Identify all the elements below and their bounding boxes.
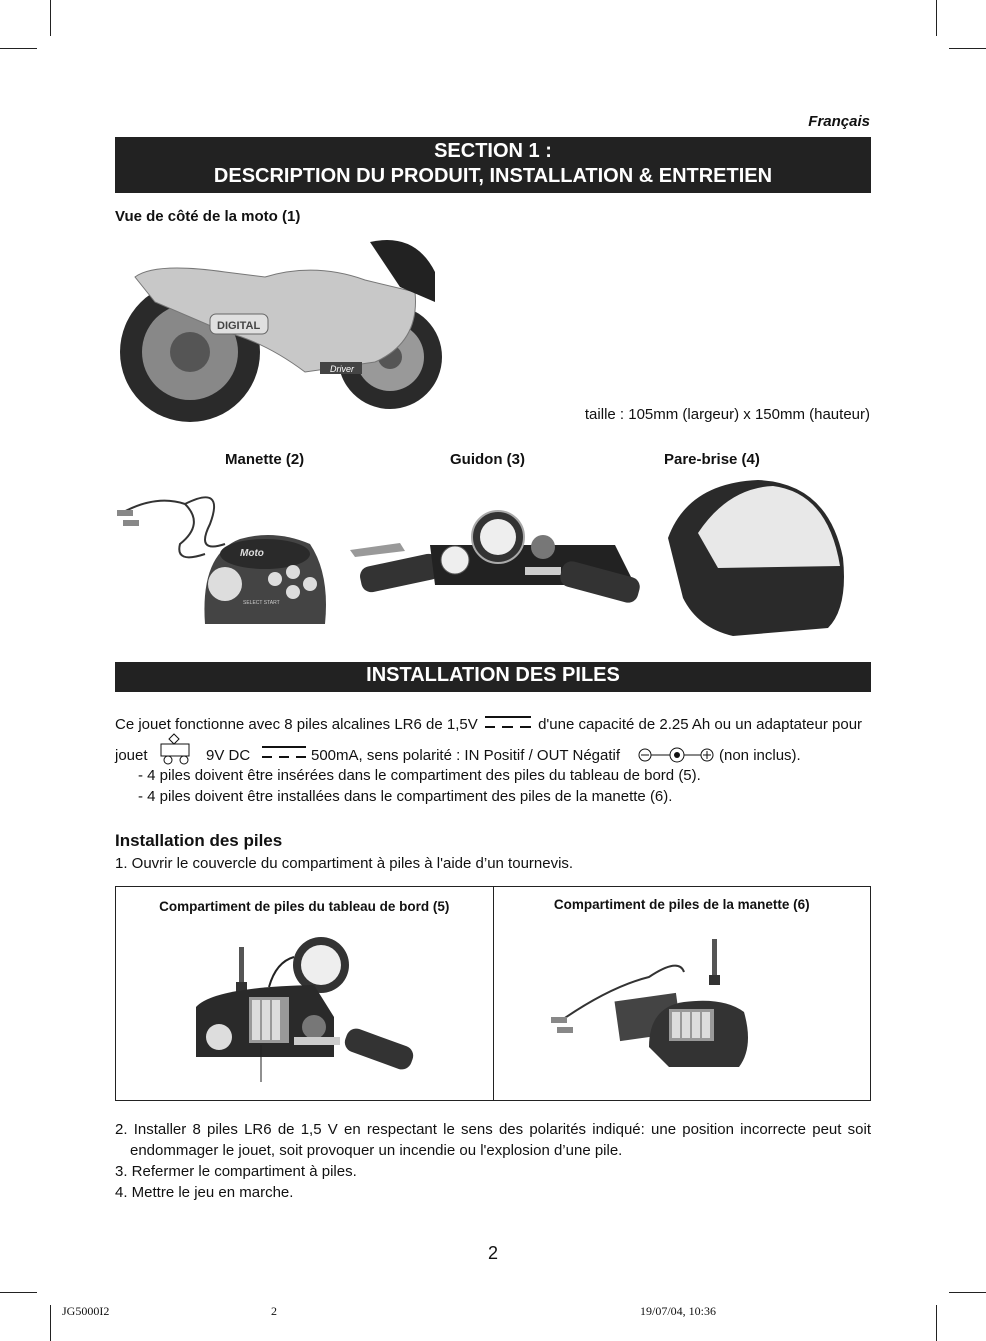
- motorcycle-logo: DIGITAL: [217, 320, 261, 332]
- controller-compartment-cell: [493, 887, 871, 1101]
- footer-page: 2: [271, 1304, 277, 1318]
- intro-text: d'une capacité de 2.25 Ah ou un adaptateur pour: [538, 716, 863, 733]
- intro-line1: [115, 714, 871, 735]
- controller-buttons-text: SELECT START: [243, 600, 280, 606]
- crop-mark: [949, 48, 986, 49]
- install-step1: 1. Ouvrir le couvercle du compartiment à piles à l'aide d’un tournevis.: [115, 855, 574, 872]
- handlebar-image: [345, 505, 645, 615]
- motorcycle-size: taille : 105mm (largeur) x 150mm (hauteur): [584, 406, 870, 423]
- motorcycle-image: [115, 232, 445, 428]
- bullet-dashboard: - 4 piles doivent être insérées dans le compartiment des piles du tableau de bord (5).: [138, 767, 701, 784]
- controller-label: Manette (2): [225, 451, 305, 468]
- controller-image: [115, 484, 330, 634]
- controller-compartment-image: [549, 937, 759, 1077]
- crop-mark: [936, 0, 937, 36]
- intro-text: jouet: [115, 747, 148, 764]
- controller-brand: Moto: [240, 548, 264, 559]
- section-title-line1: SECTION 1 :: [434, 140, 552, 162]
- crop-mark: [0, 48, 37, 49]
- handlebar-label: Guidon (3): [450, 451, 525, 468]
- crop-mark: [949, 1292, 986, 1293]
- dc-symbol-icon: [482, 715, 534, 731]
- crop-mark: [936, 1305, 937, 1341]
- install-step2: 2. Installer 8 piles LR6 de 1,5 V en respectant le sens des polarités indiqué: une position incorrecte peut soit: [115, 1121, 871, 1138]
- dashboard-compartment-title: Compartiment de piles du tableau de bord (5): [159, 899, 450, 914]
- intro-text: 500mA, sens polarité : IN Positif / OUT Négatif: [311, 747, 621, 764]
- transformer-icon: [158, 733, 196, 765]
- battery-section-banner: [115, 662, 871, 692]
- install-step4: 4. Mettre le jeu en marche.: [115, 1184, 294, 1201]
- crop-mark: [50, 0, 51, 36]
- windshield-image: [658, 478, 853, 640]
- side-view-label: Vue de côté de la moto (1): [115, 208, 301, 225]
- section-banner: [115, 137, 871, 193]
- bullet-controller: - 4 piles doivent être installées dans le compartiment des piles de la manette (6).: [138, 788, 673, 805]
- motorcycle-badge: Driver: [330, 364, 354, 374]
- crop-mark: [50, 1305, 51, 1341]
- crop-mark: [0, 1292, 37, 1293]
- install-step2-cont: endommager le jouet, soit provoquer un incendie ou l'explosion d’une pile.: [130, 1142, 623, 1159]
- compartments-table: [115, 886, 871, 1101]
- install-step3: 3. Refermer le compartiment à piles.: [115, 1163, 357, 1180]
- intro-text: 9V DC: [206, 747, 251, 764]
- language-label: Français: [808, 113, 870, 130]
- intro-text: (non inclus).: [719, 747, 801, 764]
- intro-text: Ce jouet fonctionne avec 8 piles alcalines LR6 de 1,5V: [115, 716, 478, 733]
- footer-doc-id: JG5000I2: [62, 1304, 110, 1318]
- footer-datetime: 19/07/04, 10:36: [640, 1304, 717, 1318]
- battery-section-title: INSTALLATION DES PILES: [366, 664, 620, 686]
- dc-symbol-icon: [260, 745, 308, 761]
- dashboard-compartment-cell: [116, 887, 494, 1101]
- page-number: 2: [487, 1243, 498, 1263]
- intro-line2: [115, 738, 871, 768]
- polarity-icon: [637, 747, 717, 763]
- section-title-line2: DESCRIPTION DU PRODUIT, INSTALLATION & ENTRETIEN: [213, 165, 773, 187]
- windshield-label: Pare-brise (4): [664, 451, 760, 468]
- controller-compartment-title: Compartiment de piles de la manette (6): [553, 897, 810, 912]
- dashboard-compartment-image: [194, 937, 424, 1087]
- install-heading: Installation des piles: [115, 831, 283, 850]
